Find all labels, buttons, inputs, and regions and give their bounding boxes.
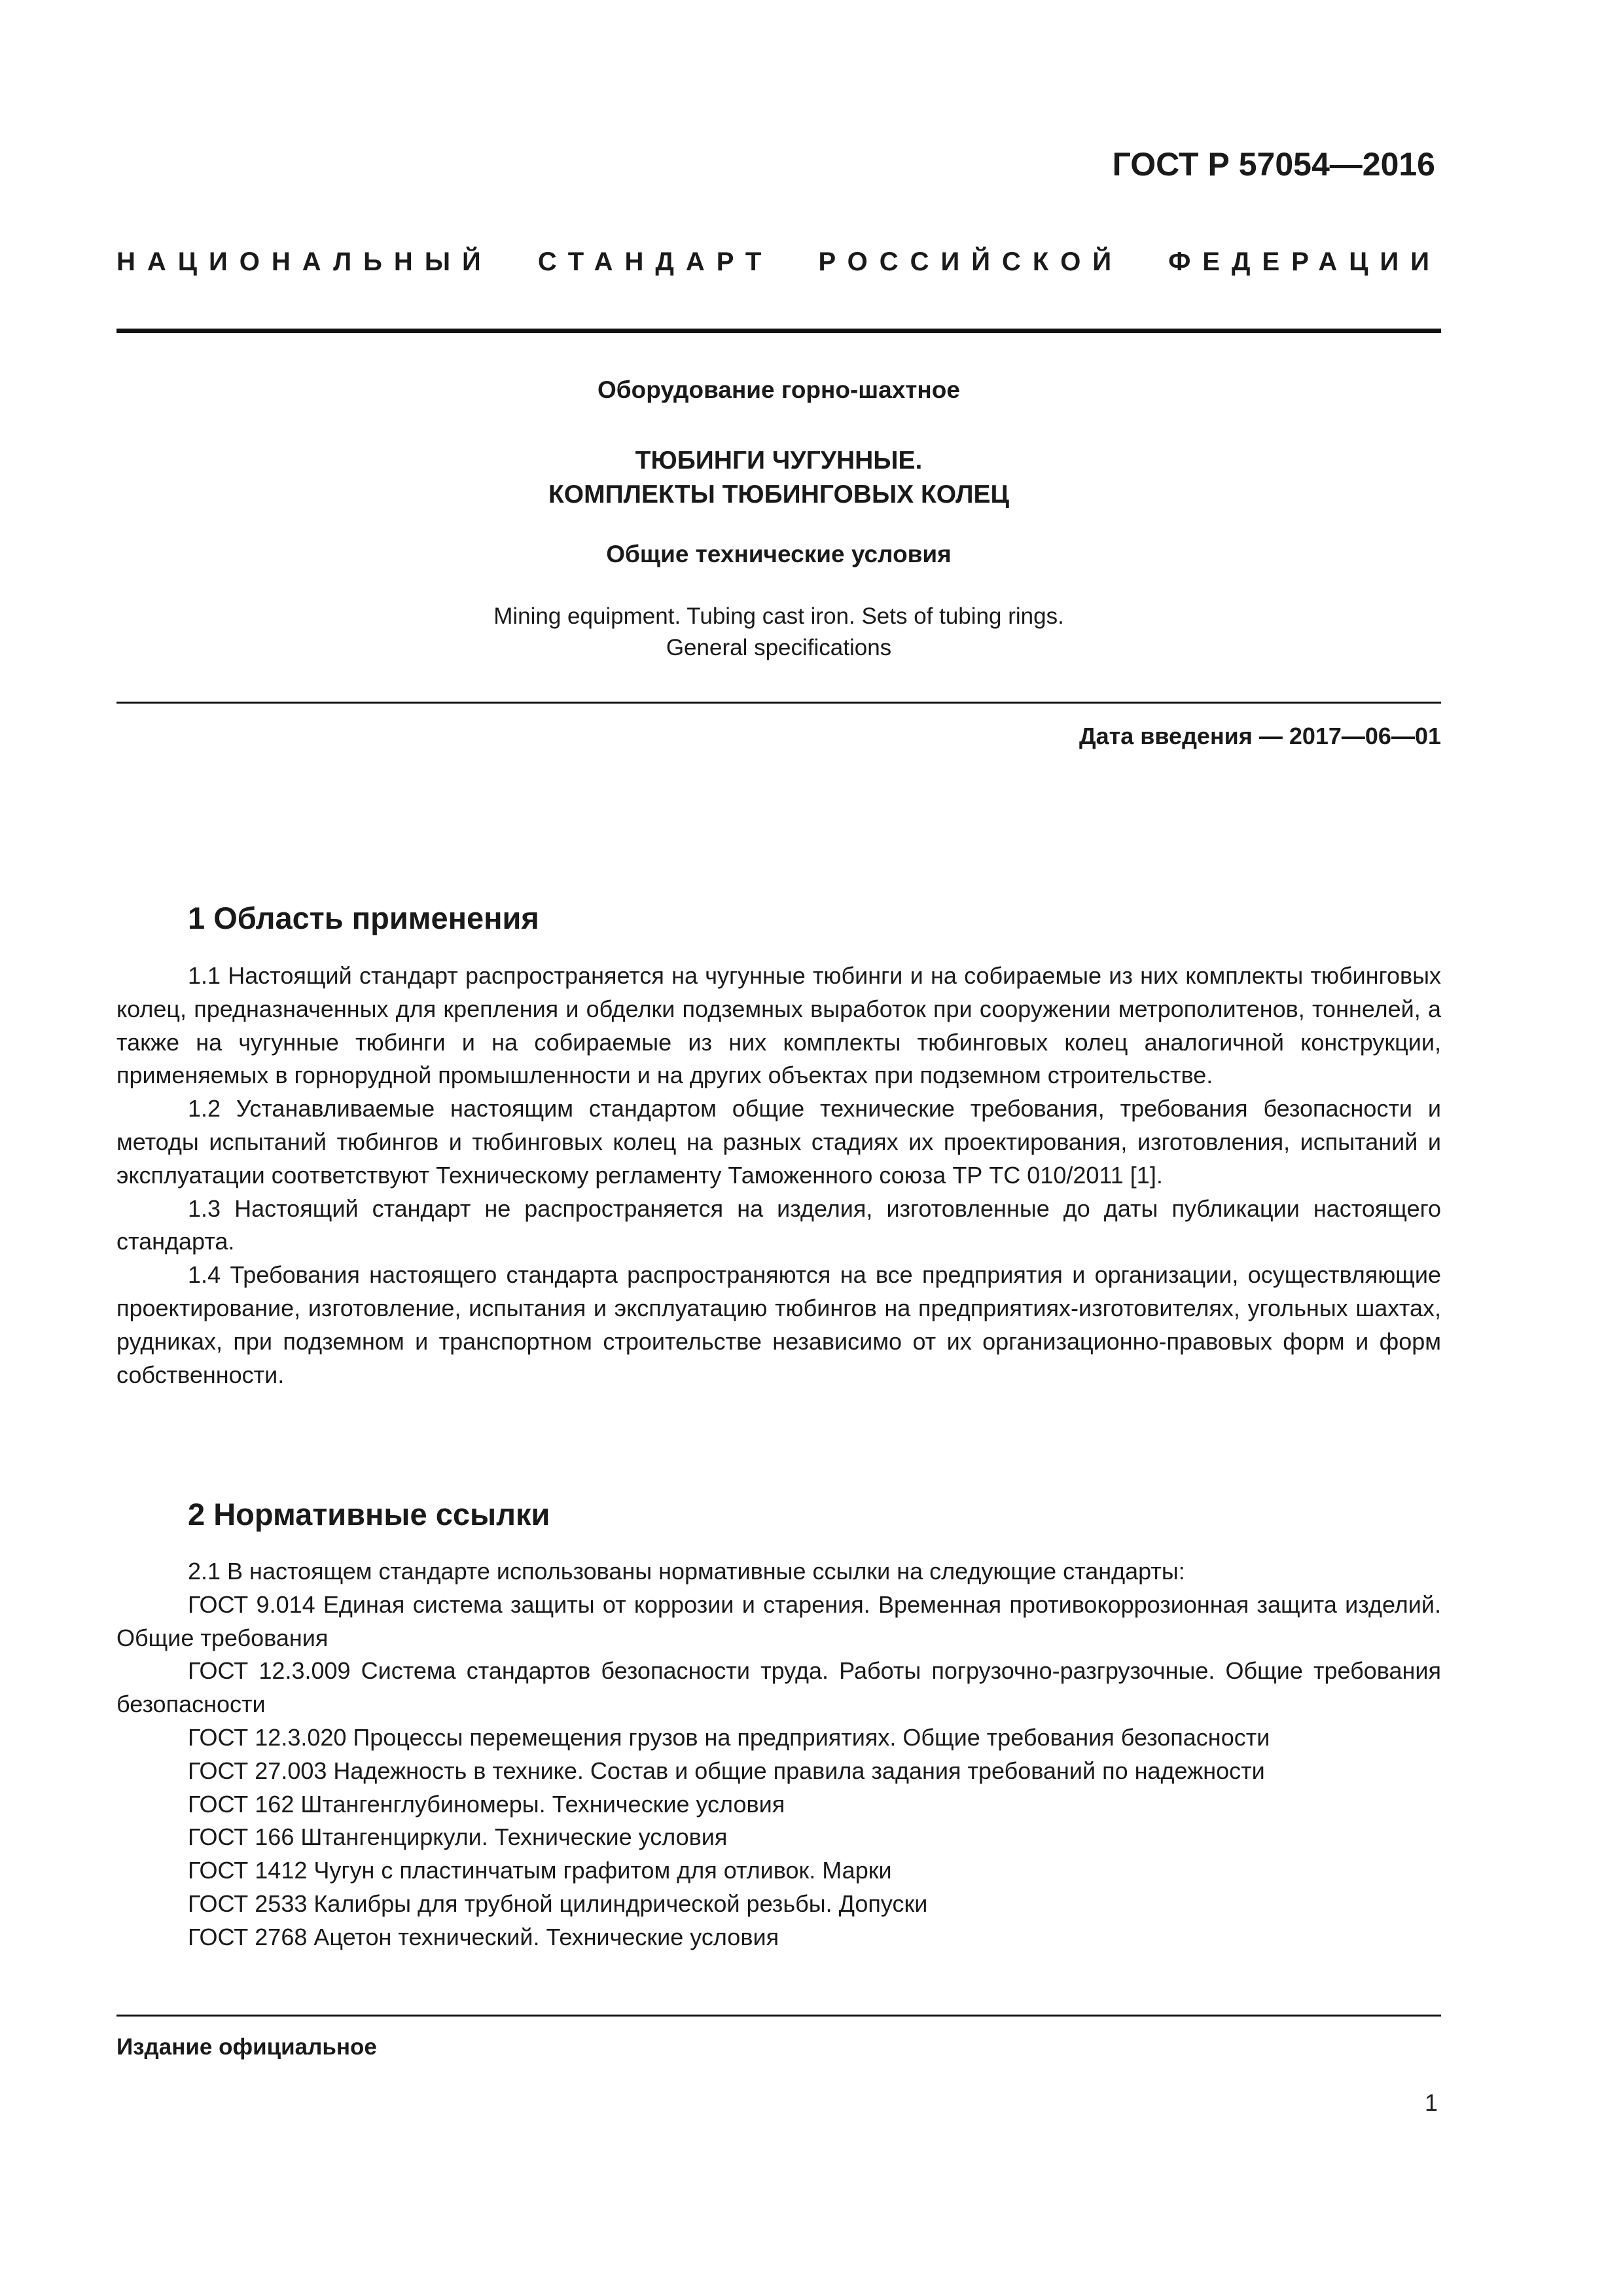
document-number: ГОСТ Р 57054—2016 xyxy=(1112,146,1435,183)
document-subject: Оборудование горно-шахтное xyxy=(597,376,960,403)
reference-item: ГОСТ 2533 Калибры для трубной цилиндрической резьбы. Допуски xyxy=(188,1890,928,1917)
reference-item: ГОСТ 12.3.020 Процессы перемещения грузов на предприятиях. Общие требования безопасности xyxy=(188,1723,1270,1751)
title-divider xyxy=(116,702,1441,704)
document-title xyxy=(116,444,1441,512)
reference-item: ГОСТ 162 Штангенглубиномеры. Технические условия xyxy=(188,1790,785,1818)
reference-item: ГОСТ 166 Штангенциркули. Технические условия xyxy=(188,1823,728,1851)
paragraph-1-3: 1.3 Настоящий стандарт не распространяется на изделия, изготовленные до даты публикации настоящего стандарта. xyxy=(116,1194,1441,1255)
reference-item: ГОСТ 2768 Ацетон технический. Технические условия xyxy=(188,1923,779,1950)
reference-item: ГОСТ 12.3.009 Система стандартов безопасности труда. Работы погрузочно-разгрузочные. Общие требования безопасности xyxy=(116,1657,1441,1718)
section-1-heading: 1 Область применения xyxy=(188,901,539,935)
normative-references-list xyxy=(116,1555,1441,1954)
footer-divider xyxy=(116,2015,1441,2017)
reference-item: ГОСТ 1412 Чугун с пластинчатым графитом для отливок. Марки xyxy=(188,1857,892,1884)
paragraph-1-2: 1.2 Устанавливаемые настоящим стандартом общие технические требования, требования безопасности и методы испытаний тюбингов и тюбинговых колец на разных стадиях их проектирования, изготовления, испытаний и эксплуатации соответствуют Техническому регламенту Таможенного союза ТР ТС 010/2011 [1]. xyxy=(116,1095,1441,1189)
reference-item: ГОСТ 27.003 Надежность в технике. Состав и общие правила задания требований по надежности xyxy=(188,1757,1265,1784)
page-number: 1 xyxy=(1424,2089,1438,2116)
paragraph-1-4: 1.4 Требования настоящего стандарта распространяются на все предприятия и организации, осуществляющие проектирование, изготовление, испытания и эксплуатацию тюбингов на предприятиях-изготовителях, угольных шахтах, рудниках, при подземном и транспортном строительстве независимо от их организационно-правовых форм и форм собственности. xyxy=(116,1261,1441,1388)
national-standard-banner: НАЦИОНАЛЬНЫЙ СТАНДАРТ РОССИЙСКОЙ ФЕДЕРАЦИИ xyxy=(116,247,1441,276)
introduction-date: Дата введения — 2017—06—01 xyxy=(1079,723,1441,749)
title-line-1: ТЮБИНГИ ЧУГУННЫЕ. xyxy=(635,446,923,475)
paragraph-1-1: 1.1 Настоящий стандарт распространяется на чугунные тюбинги и на собираемые из них комплекты тюбинговых колец, предназначенных для крепления и обделки подземных выработок при сооружении метрополитенов, тоннелей, а также на чугунные тюбинги и на собираемые из них комплекты тюбинговых колец аналогичной конструкции, применяемых в горнорудной промышленности и на других объектах при подземном строительстве. xyxy=(116,962,1441,1089)
official-edition-label: Издание официальное xyxy=(116,2034,377,2060)
section-2-heading: 2 Нормативные ссылки xyxy=(188,1497,550,1532)
title-line-2: КОМПЛЕКТЫ ТЮБИНГОВЫХ КОЛЕЦ xyxy=(548,480,1010,509)
english-title-line-1: Mining equipment. Tubing cast iron. Sets of tubing rings. xyxy=(493,603,1064,629)
reference-item: ГОСТ 9.014 Единая система защиты от коррозии и старения. Временная противокоррозионная защита изделий. Общие требования xyxy=(116,1590,1441,1651)
reference-intro: 2.1 В настоящем стандарте использованы нормативные ссылки на следующие стандарты: xyxy=(188,1558,1185,1585)
section-1-body xyxy=(116,960,1441,1391)
header-divider xyxy=(116,329,1441,333)
document-subtitle: Общие технические условия xyxy=(606,541,952,567)
english-title xyxy=(116,601,1441,664)
english-title-line-2: General specifications xyxy=(666,635,892,660)
